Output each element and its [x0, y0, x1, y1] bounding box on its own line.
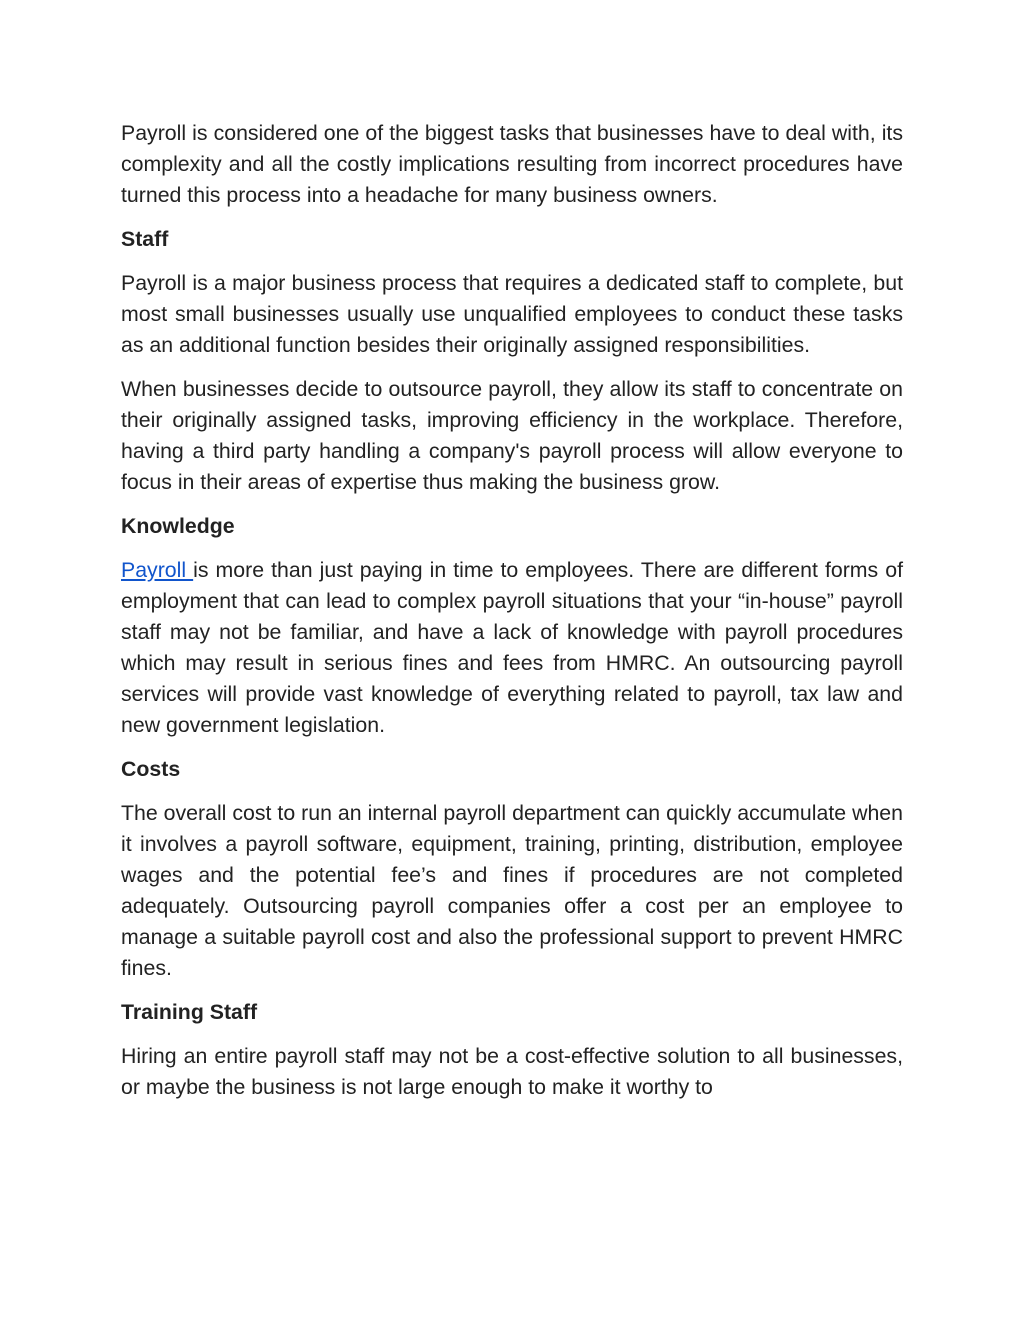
costs-paragraph: The overall cost to run an internal payroll department can quickly accumulate when it involves a payroll software, equipment, training, printing, distribution, employee wages and the potential fee’s and fines if procedures are not completed adequately. Outsourcing payroll companies offer a cost per an employee to manage a suitable payroll cost and also the professional support to prevent HMRC fines. — [121, 801, 903, 980]
staff-paragraph-1: Payroll is a major business process that requires a dedicated staff to complete, but most small businesses usually use unqualified employees to conduct these tasks as an additional function besides their originally assigned responsibilities. — [121, 271, 903, 357]
heading-knowledge: Knowledge — [121, 514, 235, 538]
heading-training-staff: Training Staff — [121, 1000, 258, 1024]
heading-costs: Costs — [121, 757, 181, 781]
knowledge-paragraph-text: is more than just paying in time to employees. There are different forms of employment that can lead to complex payroll situations that your “in-house” payroll staff may not be familiar, and have a lack of knowledge with payroll procedures which may result in serious fines and fees from HMRC. An outsourcing payroll services will provide vast knowledge of everything related to payroll, tax law and new government legislation. — [121, 558, 903, 737]
heading-staff: Staff — [121, 227, 169, 251]
staff-paragraph-2: When businesses decide to outsource payroll, they allow its staff to concentrate on their originally assigned tasks, improving efficiency in the workplace. Therefore, having a third party handling a company's payroll process will allow everyone to focus in their areas of expertise thus making the business grow. — [121, 377, 903, 494]
document-page — [121, 118, 903, 1116]
intro-paragraph: Payroll is considered one of the biggest tasks that businesses have to deal with, its complexity and all the costly implications resulting from incorrect procedures have turned this process into a headache for many business owners. — [121, 121, 903, 207]
training-paragraph: Hiring an entire payroll staff may not be a cost-effective solution to all businesses, or maybe the business is not large enough to make it worthy to — [121, 1044, 903, 1099]
payroll-link[interactable]: Payroll — [121, 558, 194, 582]
knowledge-paragraph — [121, 555, 903, 741]
